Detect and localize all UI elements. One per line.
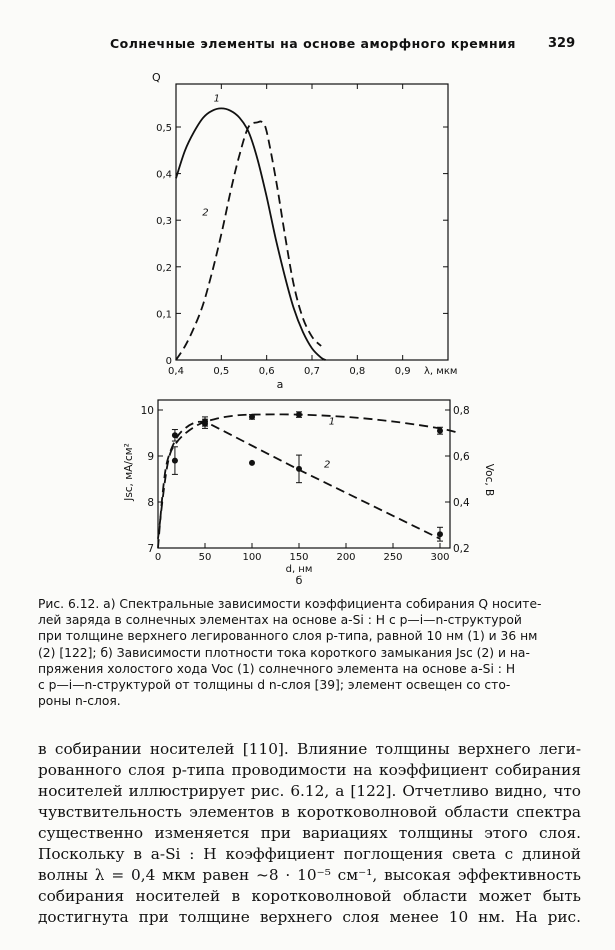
x-tick-label-a: 0,6 [258,366,275,377]
x-tick-label-b: 100 [242,552,262,563]
x-tick-label-b: 50 [198,552,212,563]
body-line: рованного слоя p-типа проводимости на коэффициент собирания [38,761,581,779]
caption-line: пряжения холостого хода Voc (1) солнечного элемента на основе a-Si : H [38,661,516,676]
data-point-b-1 [249,414,255,420]
x-tick-label-a: 0,4 [168,366,184,377]
x-axis-label-b: d, нм [285,564,313,575]
body-line: носителей иллюстрирует рис. 6.12, а [122]. Отчетливо видно, что [38,782,581,800]
y-left-tick-label-b: 10 [140,405,154,417]
figure-caption [38,596,583,709]
caption-line: роны n-слоя. [38,694,121,709]
body-paragraph [38,739,581,928]
y-right-tick-label-b: 0,6 [453,451,470,463]
data-point-b-1 [296,412,302,418]
caption-line: при толщине верхнего легированного слоя p-типа, равной 10 нм (1) и 36 нм [38,629,538,644]
data-point-b-1 [437,428,443,434]
body-line: существенно изменяется при вариациях толщины этого слоя. [38,824,581,842]
x-tick-label-a: 0,5 [213,366,230,377]
x-tick-label-b: 250 [383,552,403,563]
curve-label-a-1: 1 [213,93,220,105]
data-point-b-2 [437,531,443,537]
curve-a-series-1 [176,108,326,360]
x-tick-label-b: 150 [289,552,309,563]
y-axis-label-a: Q [152,71,161,84]
y-tick-label-a: 0,4 [156,169,172,181]
data-point-b-2 [249,460,255,466]
running-header-title: Солнечные элементы на основе аморфного кремния [110,36,516,51]
y-left-tick-label-b: 7 [147,543,154,555]
caption-line: с p—i—n-структурой от толщины d n-слоя [39]; элемент освещен со сто- [38,678,511,693]
x-tick-label-b: 0 [154,552,162,563]
x-tick-label-a: 0,8 [349,366,366,377]
curve-label-b-2: 2 [324,459,331,471]
curve-label-a-2: 2 [202,207,209,219]
y-right-tick-label-b: 0,2 [453,543,470,555]
x-tick-label-b: 200 [336,552,356,563]
curve-label-b-1: 1 [328,416,336,428]
y-right-tick-label-b: 0,4 [453,497,470,509]
x-tick-label-a: 0,9 [394,366,411,377]
body-line: Поскольку в a-Si : H коэффициент поглощения света с длиной [38,845,581,863]
panel-label-b: б [295,574,303,587]
data-point-b-2 [202,421,208,427]
y-tick-label-a: 0,2 [156,262,172,274]
y-left-axis-label-b: Jsc, мА/см² [123,443,135,501]
y-tick-label-a: 0,3 [156,216,172,228]
y-right-axis-label-b: Voc, В [483,463,495,497]
y-tick-label-a: 0,1 [156,309,172,321]
data-point-b-2 [172,458,178,464]
data-point-b-2 [296,466,302,472]
panel-label-a: а [276,378,284,391]
caption-line: Рис. 6.12. а) Спектральные зависимости коэффициента собирания Q носите- [38,597,542,611]
x-axis-label-a: λ, мкм [424,366,458,377]
page-number: 329 [548,36,576,51]
y-left-tick-label-b: 8 [147,497,154,509]
body-line: собирания носителей в коротковолновой области может быть [38,887,581,905]
x-tick-label-a: 0,7 [304,366,320,377]
x-tick-label-b: 300 [430,552,450,563]
y-tick-label-a: 0,5 [156,123,172,134]
plot-frame-a [176,84,448,360]
y-right-tick-label-b: 0,8 [453,405,470,417]
caption-line: (2) [122]; б) Зависимости плотности тока короткого замыкания Jsc (2) и на- [38,645,530,660]
body-line: в собирании носителей [110]. Влияние толщины верхнего леги- [38,740,581,758]
body-line: достигнута при толщине верхнего слоя менее 10 нм. На рис. [38,908,581,926]
body-line: волны λ = 0,4 мкм равен ~8 · 10⁻⁵ см⁻¹, высокая эффективность [38,866,581,884]
body-line: чувствительность элементов в коротковолновой области спектра [38,803,581,821]
y-tick-label-a: 0 [165,356,172,367]
caption-line: лей заряда в солнечных элементах на основе a-Si : H с p—i—n-структурой [38,613,522,628]
fit-b-series-1 [158,414,459,538]
fit-b-series-2 [158,422,440,549]
y-left-tick-label-b: 9 [147,451,154,463]
